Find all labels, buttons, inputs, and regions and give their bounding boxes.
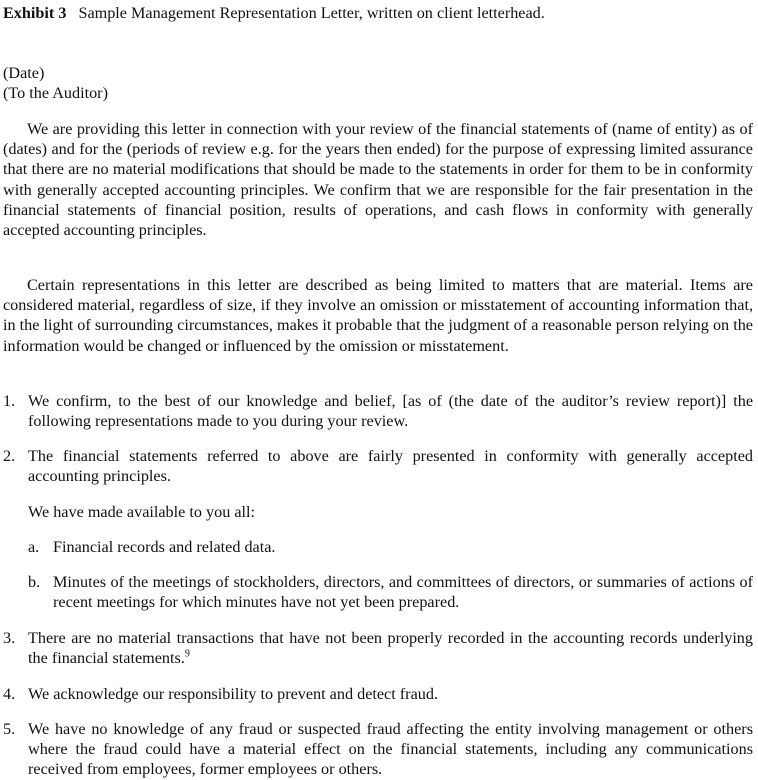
sub-item-a <box>28 537 753 557</box>
exhibit-caption <box>3 3 545 23</box>
item-text: There are no material transactions that have not been properly recorded in the accounting records underlying the financial statements. <box>28 629 753 668</box>
footnote-marker: 9 <box>184 648 190 660</box>
item-number: 5. <box>3 720 16 738</box>
sub-item-letter: a. <box>28 538 40 556</box>
sub-item-text: Minutes of the meetings of stockholders, directors, and committees of directors, or summaries of actions of recent meetings for which minutes have not yet been prepared. <box>53 573 753 612</box>
list-item-1 <box>3 391 753 431</box>
list-item-3 <box>3 628 753 668</box>
sub-item-b <box>28 572 753 612</box>
item-number: 1. <box>3 392 16 410</box>
date-line: (Date) <box>3 64 45 82</box>
item-number: 2. <box>3 447 16 465</box>
item-number: 4. <box>3 685 16 703</box>
list-item-4 <box>3 684 753 704</box>
item-text: We acknowledge our responsibility to prevent and detect fraud. <box>28 685 438 703</box>
paragraph-purpose: We are providing this letter in connection with your review of the financial statements of (name of entity) as of (dates) and for the (periods of review e.g. for the years then ended) for the purpose of expressing limited assurance that there are no material modifications that should be made to the statements in order for them to be in conformity with generally accepted accounting principles. We confirm that we are responsible for the fair presentation in the financial statements of financial position, results of operations, and cash flows in conformity with generally accepted accounting principles. <box>3 120 753 240</box>
made-available-intro <box>3 502 753 522</box>
item-number: 3. <box>3 629 16 647</box>
letter-header <box>3 63 753 103</box>
item-text: We confirm, to the best of our knowledge and belief, [as of (the date of the auditor’s review report)] the following representations made to you during your review. <box>28 392 753 431</box>
item-text: We have no knowledge of any fraud or suspected fraud affecting the entity involving management or others where the fraud could have a material effect on the financial statements, including any communications received from employees, former employees or others. <box>28 720 753 779</box>
item-text-wrapper <box>28 628 753 668</box>
list-item-2 <box>3 446 753 486</box>
exhibit-title: Sample Management Representation Letter, written on client letterhead. <box>78 4 545 22</box>
sub-item-text: Financial records and related data. <box>53 538 276 556</box>
item-text: The financial statements referred to above are fairly presented in conformity with generally accepted accounting principles. <box>28 447 753 486</box>
sub-item-letter: b. <box>28 573 41 591</box>
intro-text: We have made available to you all: <box>28 503 256 521</box>
paragraph-materiality: Certain representations in this letter are described as being limited to matters that are material. Items are considered material, regardless of size, if they involve an omission or misstatement of accounting information that, in the light of surrounding circumstances, makes it probable that the judgment of a reasonable person relying on the information would be changed or influenced by the omission or misstatement. <box>3 276 753 355</box>
list-item-5 <box>3 719 753 780</box>
addressee-line: (To the Auditor) <box>3 84 108 103</box>
exhibit-label: Exhibit 3 <box>3 4 67 22</box>
